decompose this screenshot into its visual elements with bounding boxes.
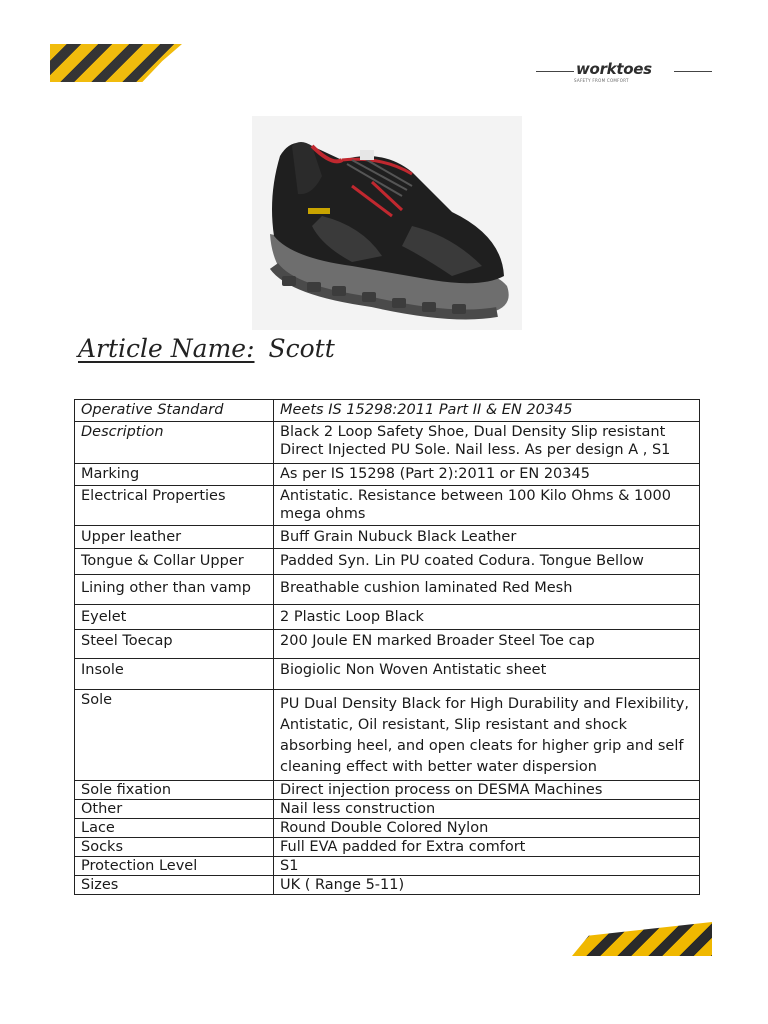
spec-value: Padded Syn. Lin PU coated Codura. Tongue Bellow [274, 549, 700, 575]
spec-value: Biogiolic Non Woven Antistatic sheet [274, 659, 700, 690]
spec-key: Description [75, 422, 274, 464]
spec-value: 200 Joule EN marked Broader Steel Toe cap [274, 630, 700, 659]
spec-value: Round Double Colored Nylon [274, 819, 700, 838]
spec-key: Upper leather [75, 526, 274, 549]
spec-key: Sole fixation [75, 781, 274, 800]
logo-tagline: SAFETY FROM COMFORT [574, 78, 629, 83]
table-row [75, 819, 700, 838]
spec-key: Socks [75, 838, 274, 857]
hazard-stripe-top [50, 44, 182, 82]
spec-key: Insole [75, 659, 274, 690]
shoe-image [252, 116, 522, 330]
hazard-stripe-bottom [572, 922, 712, 956]
spec-value: UK ( Range 5-11) [274, 876, 700, 895]
logo-rule-left [536, 71, 574, 72]
logo-text: worktoes [576, 60, 652, 78]
brand-logo [536, 58, 712, 88]
table-row [75, 876, 700, 895]
table-row [75, 630, 700, 659]
spec-key: Electrical Properties [75, 486, 274, 526]
spec-key: Lace [75, 819, 274, 838]
spec-key: Steel Toecap [75, 630, 274, 659]
table-row [75, 575, 700, 605]
spec-key: Sizes [75, 876, 274, 895]
spec-value: 2 Plastic Loop Black [274, 605, 700, 630]
shoe-illustration [252, 116, 522, 330]
table-row [75, 690, 700, 781]
spec-key: Tongue & Collar Upper [75, 549, 274, 575]
table-row [75, 464, 700, 486]
logo-wordmark [576, 60, 652, 78]
table-row [75, 659, 700, 690]
table-row [75, 526, 700, 549]
spec-key: Operative Standard [75, 400, 274, 422]
table-row [75, 838, 700, 857]
spec-key: Sole [75, 690, 274, 781]
spec-value: Buff Grain Nubuck Black Leather [274, 526, 700, 549]
spec-key: Marking [75, 464, 274, 486]
spec-value: PU Dual Density Black for High Durability and Flexibility, Antistatic, Oil resistant, Slip resistant and shock absorbing heel, and open cleats for higher grip and self cleaning effect with better water dispersion [274, 690, 700, 781]
spec-table [74, 399, 700, 895]
article-title [78, 334, 335, 363]
article-label: Article Name: [78, 334, 255, 363]
table-row [75, 781, 700, 800]
spec-value: Full EVA padded for Extra comfort [274, 838, 700, 857]
spec-value: Meets IS 15298:2011 Part II & EN 20345 [274, 400, 700, 422]
table-row [75, 605, 700, 630]
table-row [75, 400, 700, 422]
spec-value: Black 2 Loop Safety Shoe, Dual Density Slip resistant Direct Injected PU Sole. Nail less. As per design A , S1 [274, 422, 700, 464]
logo-rule-right [674, 71, 712, 72]
spec-value: Nail less construction [274, 800, 700, 819]
table-row [75, 857, 700, 876]
spec-key: Other [75, 800, 274, 819]
spec-value: S1 [274, 857, 700, 876]
spec-value: Direct injection process on DESMA Machines [274, 781, 700, 800]
table-row [75, 549, 700, 575]
table-row [75, 486, 700, 526]
spec-key: Lining other than vamp [75, 575, 274, 605]
spec-value: Breathable cushion laminated Red Mesh [274, 575, 700, 605]
table-row [75, 422, 700, 464]
spec-value: Antistatic. Resistance between 100 Kilo Ohms & 1000 mega ohms [274, 486, 700, 526]
article-name: Scott [268, 334, 335, 363]
spec-key: Eyelet [75, 605, 274, 630]
spec-value: As per IS 15298 (Part 2):2011 or EN 20345 [274, 464, 700, 486]
table-row [75, 800, 700, 819]
spec-key: Protection Level [75, 857, 274, 876]
